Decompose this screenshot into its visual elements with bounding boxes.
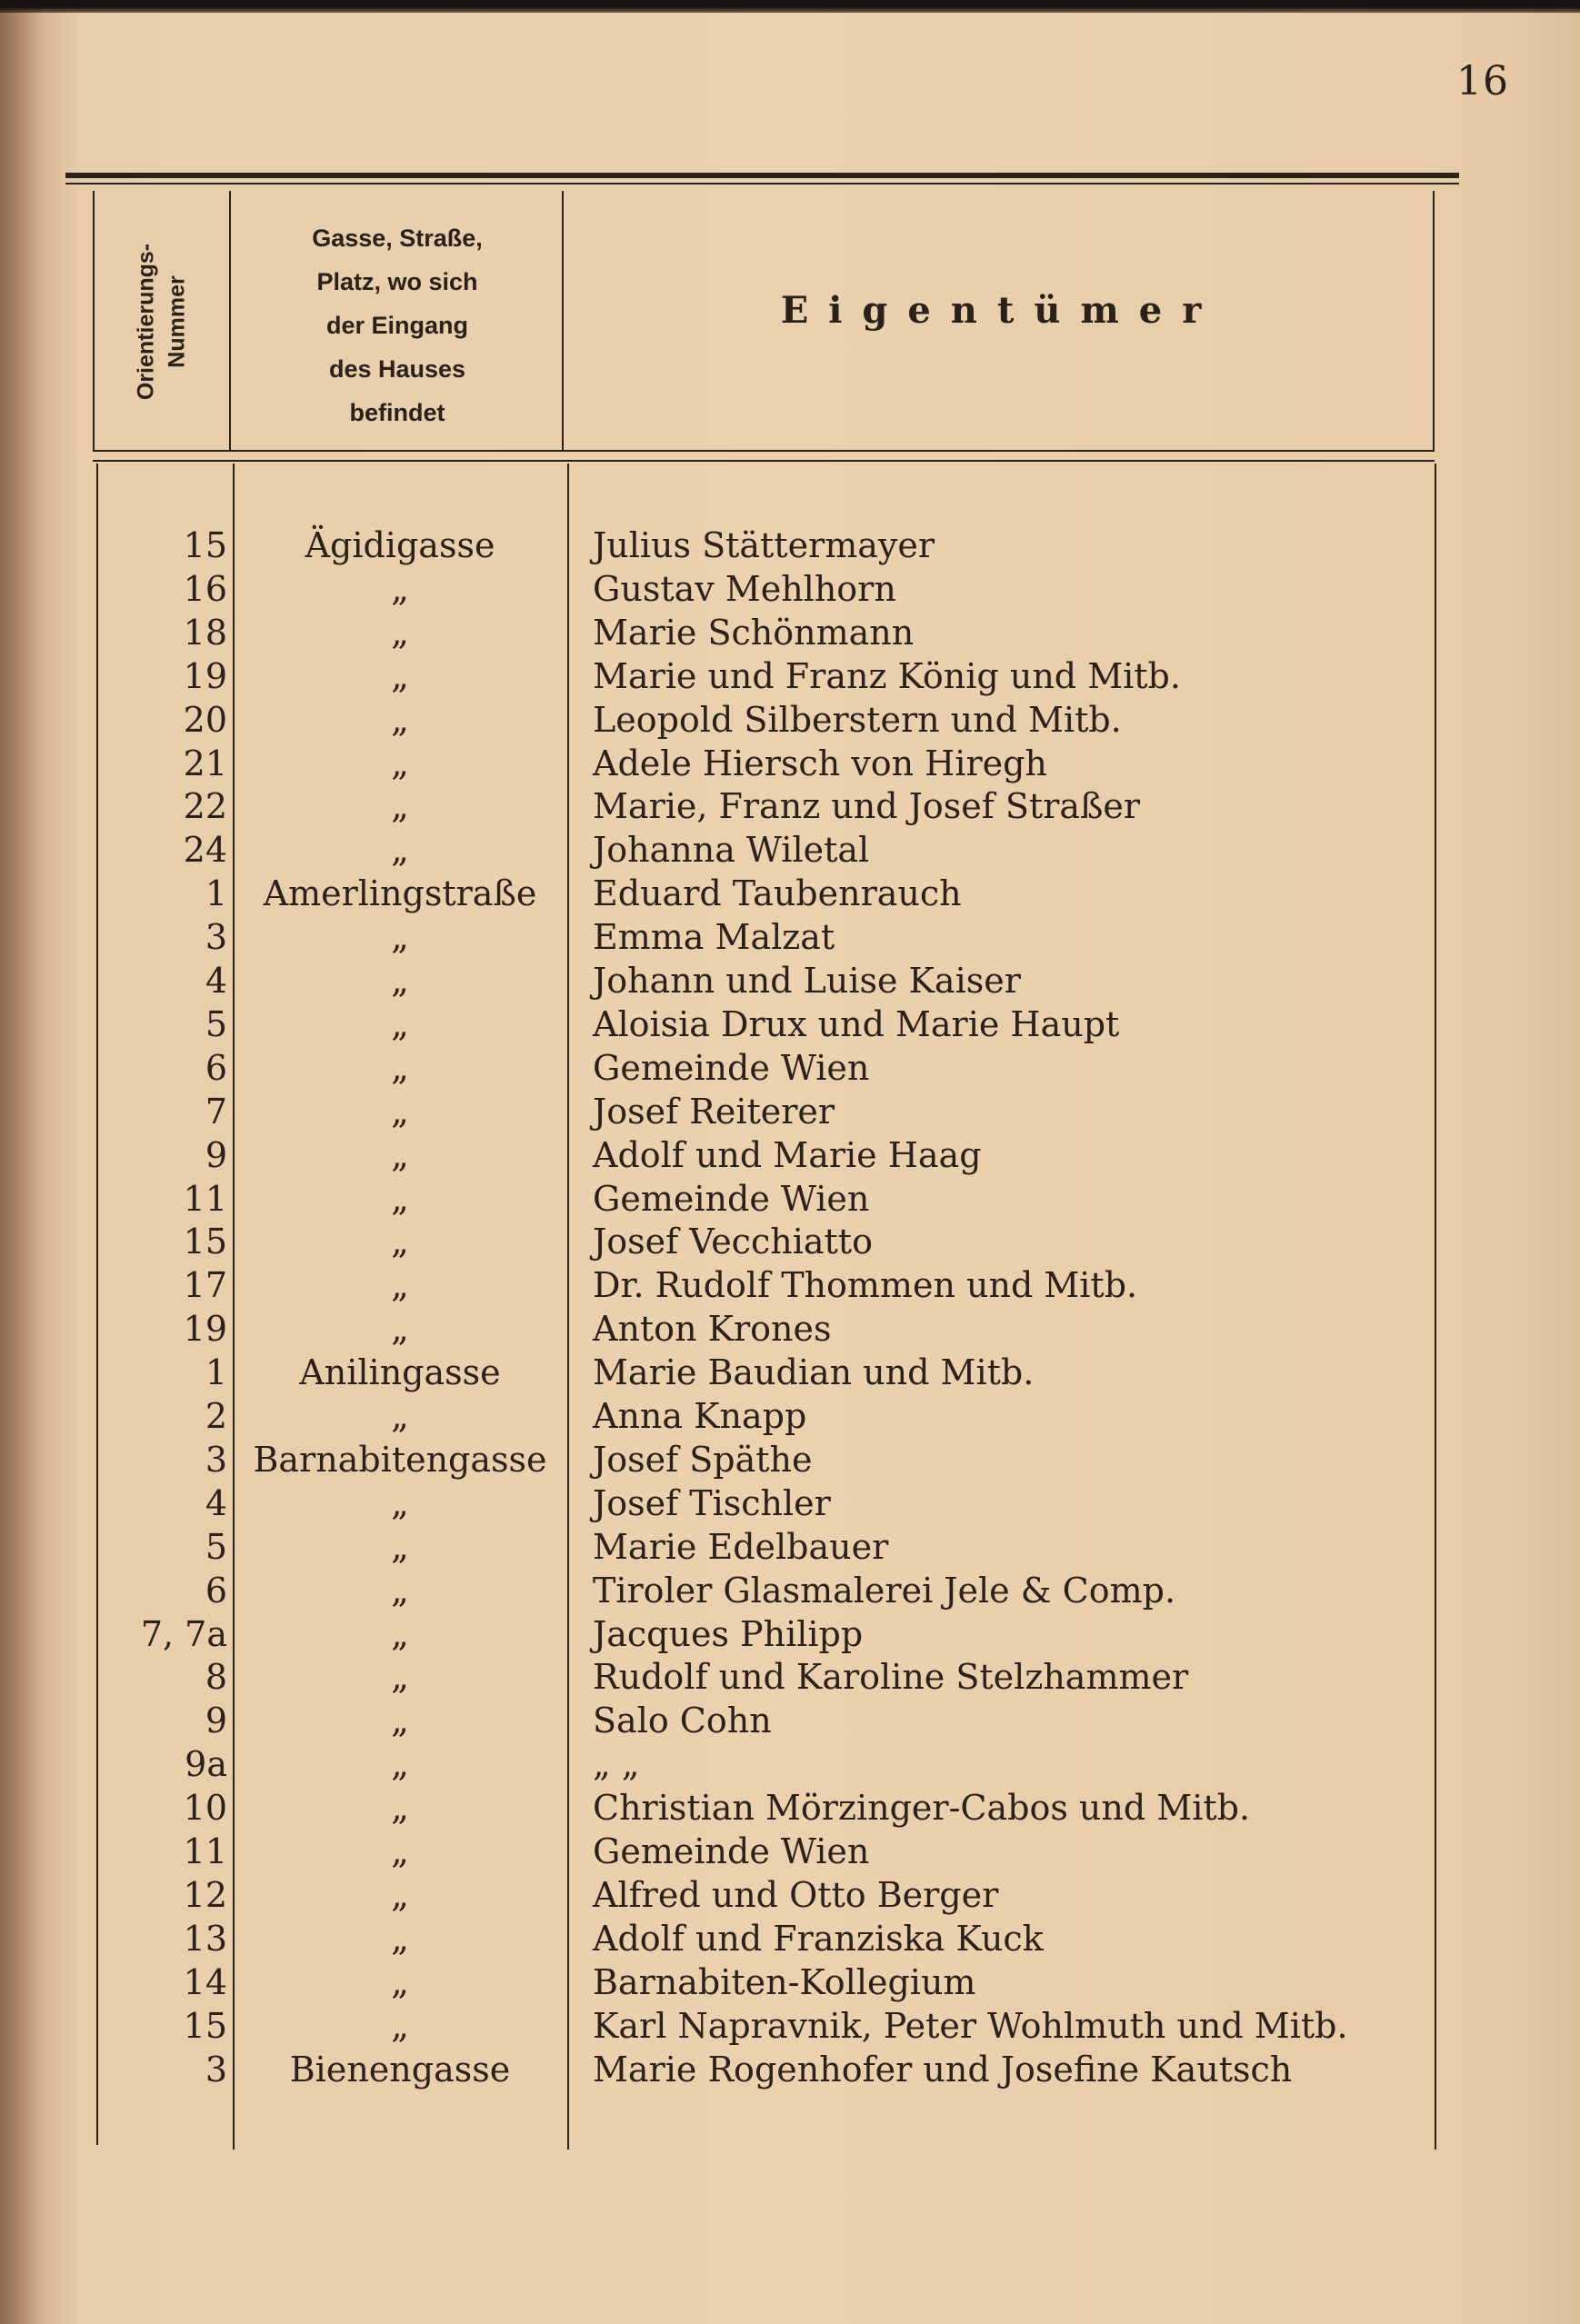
table-row	[0, 1525, 1580, 1569]
street-name: „	[391, 1788, 409, 1829]
table-row	[0, 1438, 1580, 1481]
street-name: „	[391, 1222, 409, 1262]
street-name: Amerlingstraße	[263, 873, 537, 914]
owner-name: Josef Späthe	[593, 1439, 813, 1480]
owner-name: Johann und Luise Kaiser	[593, 961, 1021, 1001]
header-street-line-5: befindet	[349, 399, 445, 426]
orientation-number: 10	[183, 1788, 227, 1829]
owner-name: Christian Mörzinger-Cabos und Mitb.	[593, 1788, 1251, 1829]
orientation-number: 3	[205, 1439, 227, 1480]
owner-name: Barnabiten-Kollegium	[593, 1961, 976, 2002]
orientation-number: 1	[205, 1352, 227, 1393]
orientation-number: 1	[205, 873, 227, 914]
orientation-number: 12	[183, 1874, 227, 1915]
street-name: „	[391, 2005, 409, 2046]
owner-name: Marie Edelbauer	[593, 1526, 889, 1567]
owner-name: Marie Rogenhofer und Josefine Kautsch	[593, 2049, 1293, 2090]
orientation-number: 4	[205, 961, 227, 1001]
street-name: „	[391, 568, 409, 609]
street-name: „	[391, 612, 409, 653]
table-top-rule-thin	[65, 183, 1459, 185]
page-number: 16	[1456, 58, 1509, 105]
table-row	[0, 1307, 1580, 1351]
owner-name: Marie, Franz und Josef Straßer	[593, 786, 1141, 827]
table-row	[0, 784, 1580, 828]
owner-name: Adele Hiersch von Hiregh	[593, 743, 1047, 783]
orientation-number: 6	[205, 1570, 227, 1611]
orientation-number: 3	[205, 2049, 227, 2090]
owner-name: Leopold Silberstern und Mitb.	[593, 699, 1122, 740]
table-row	[0, 959, 1580, 1002]
table-row	[0, 1220, 1580, 1263]
owner-name: Aloisia Drux und Marie Haupt	[593, 1003, 1120, 1044]
table-row	[0, 2048, 1580, 2091]
table-row	[0, 915, 1580, 959]
table-row	[0, 1786, 1580, 1830]
owner-name: Marie und Franz König und Mitb.	[593, 655, 1181, 696]
table-row	[0, 698, 1580, 742]
orientation-number: 11	[183, 1178, 227, 1219]
header-bottom-rule	[93, 450, 1435, 452]
orientation-number: 2	[205, 1396, 227, 1436]
owner-name: Marie Baudian und Mitb.	[593, 1352, 1035, 1393]
table-row	[0, 1960, 1580, 2004]
header-number-label	[131, 243, 193, 399]
street-name: „	[391, 1701, 409, 1741]
table-row	[0, 872, 1580, 915]
street-name: „	[391, 1178, 409, 1219]
orientation-number: 17	[183, 1265, 227, 1306]
orientation-number: 9a	[185, 1744, 227, 1785]
table-row	[0, 1830, 1580, 1873]
street-name: Bienengasse	[289, 2049, 511, 2090]
table-row	[0, 1394, 1580, 1438]
owner-name: Salo Cohn	[593, 1701, 772, 1741]
owner-name: Julius Stättermayer	[593, 525, 935, 565]
header-street-line-1: Gasse, Straße,	[312, 224, 483, 252]
header-street-line-2: Platz, wo sich	[316, 268, 478, 295]
owner-name: Josef Vecchiatto	[593, 1222, 873, 1262]
orientation-number: 14	[183, 1961, 227, 2002]
street-name: „	[391, 1265, 409, 1306]
street-name: „	[391, 961, 409, 1001]
header-owner-column: Eigentümer	[780, 289, 1222, 332]
street-name: „	[391, 1744, 409, 1785]
owner-name: Alfred und Otto Berger	[593, 1874, 999, 1915]
header-divider-2	[562, 191, 564, 450]
street-name: „	[391, 699, 409, 740]
orientation-number: 20	[183, 699, 227, 740]
street-name: „	[391, 1134, 409, 1175]
owner-name: Tiroler Glasmalerei Jele & Comp.	[593, 1570, 1176, 1611]
street-name: „	[391, 1309, 409, 1350]
street-name: „	[391, 743, 409, 783]
street-name: „	[391, 1657, 409, 1698]
orientation-number: 21	[183, 743, 227, 783]
header-street-line-3: der Eingang	[325, 312, 468, 339]
orientation-number: 24	[183, 830, 227, 871]
owner-name: Jacques Philipp	[593, 1613, 864, 1654]
owner-name: Gustav Mehlhorn	[593, 568, 896, 609]
orientation-number: 22	[183, 786, 227, 827]
street-name: „	[391, 917, 409, 958]
header-right-border	[1433, 191, 1435, 450]
orientation-number: 7	[205, 1091, 227, 1132]
table-row	[0, 1699, 1580, 1742]
table-row	[0, 1351, 1580, 1394]
owner-name: Josef Tischler	[593, 1482, 831, 1523]
street-name: „	[391, 1482, 409, 1523]
table-row	[0, 1177, 1580, 1221]
table-row	[0, 2004, 1580, 2048]
table-row	[0, 1655, 1580, 1699]
owner-name: Anton Krones	[593, 1309, 832, 1350]
street-name: „	[391, 1831, 409, 1871]
header-divider-1	[229, 191, 231, 450]
orientation-number: 8	[205, 1657, 227, 1698]
owner-name: Johanna Wiletal	[593, 830, 870, 871]
orientation-number: 15	[183, 2005, 227, 2046]
orientation-number: 18	[183, 612, 227, 653]
owner-name: Rudolf und Karoline Stelzhammer	[593, 1657, 1189, 1698]
street-name: „	[391, 1091, 409, 1132]
orientation-number: 3	[205, 917, 227, 958]
table-row	[0, 1002, 1580, 1046]
street-name: Barnabitengasse	[253, 1439, 547, 1480]
table-top-rule	[65, 173, 1459, 178]
street-name: „	[391, 1613, 409, 1654]
street-name: „	[391, 655, 409, 696]
owner-name: Gemeinde Wien	[593, 1047, 870, 1088]
street-name: „	[391, 1003, 409, 1044]
header-number-line-1: Orientierungs-	[133, 243, 159, 400]
street-name: „	[391, 1570, 409, 1611]
owner-name: Gemeinde Wien	[593, 1178, 870, 1219]
table-row	[0, 654, 1580, 698]
table-row	[0, 524, 1580, 567]
orientation-number: 15	[183, 1222, 227, 1262]
owner-name: Josef Reiterer	[593, 1091, 835, 1132]
owner-name: Eduard Taubenrauch	[593, 873, 962, 914]
orientation-number: 6	[205, 1047, 227, 1088]
table-row	[0, 1612, 1580, 1656]
street-name: „	[391, 1874, 409, 1915]
orientation-number: 7, 7a	[140, 1613, 227, 1654]
street-name: „	[391, 830, 409, 871]
owner-name: „ „	[593, 1744, 640, 1785]
table-row	[0, 1263, 1580, 1307]
header-number-column	[95, 193, 229, 450]
header-street-column	[235, 216, 560, 434]
header-street-line-4: des Hauses	[328, 355, 466, 383]
street-name: „	[391, 1961, 409, 2002]
table-row	[0, 1090, 1580, 1133]
orientation-number: 15	[183, 525, 227, 565]
table-row	[0, 567, 1580, 611]
orientation-number: 5	[205, 1526, 227, 1567]
table-row	[0, 1742, 1580, 1786]
owner-name: Marie Schönmann	[593, 612, 915, 653]
table-row	[0, 1046, 1580, 1090]
table-row	[0, 1569, 1580, 1612]
owner-name: Gemeinde Wien	[593, 1831, 870, 1871]
owner-name: Dr. Rudolf Thommen und Mitb.	[593, 1265, 1138, 1306]
table-row	[0, 1481, 1580, 1525]
orientation-number: 5	[205, 1003, 227, 1044]
orientation-number: 19	[183, 655, 227, 696]
table-row	[0, 828, 1580, 872]
orientation-number: 11	[183, 1831, 227, 1871]
owner-name: Anna Knapp	[593, 1396, 807, 1436]
street-name: Anilingasse	[299, 1352, 501, 1393]
owner-name: Emma Malzat	[593, 917, 835, 958]
table-row	[0, 1133, 1580, 1177]
owner-name: Adolf und Marie Haag	[593, 1134, 982, 1175]
owner-name: Karl Napravnik, Peter Wohlmuth und Mitb.	[593, 2005, 1348, 2046]
orientation-number: 19	[183, 1309, 227, 1350]
header-number-line-2: Nummer	[164, 274, 189, 368]
table-row	[0, 611, 1580, 654]
orientation-number: 4	[205, 1482, 227, 1523]
header-bottom-rule-2	[93, 460, 1435, 462]
orientation-number: 9	[205, 1701, 227, 1741]
street-name: „	[391, 1526, 409, 1567]
orientation-number: 13	[183, 1918, 227, 1959]
table-row	[0, 1873, 1580, 1917]
street-name: „	[391, 786, 409, 827]
street-name: „	[391, 1047, 409, 1088]
street-name: „	[391, 1396, 409, 1436]
orientation-number: 9	[205, 1134, 227, 1175]
orientation-number: 16	[183, 568, 227, 609]
table-row	[0, 742, 1580, 785]
page-top-edge	[0, 0, 1580, 13]
table-row	[0, 1917, 1580, 1960]
street-name: Ägidigasse	[305, 525, 495, 565]
owner-name: Adolf und Franziska Kuck	[593, 1918, 1044, 1959]
street-name: „	[391, 1918, 409, 1959]
